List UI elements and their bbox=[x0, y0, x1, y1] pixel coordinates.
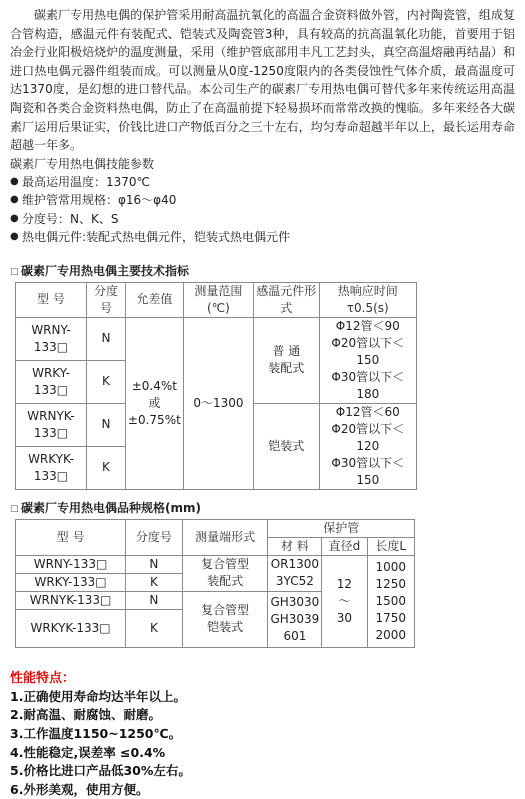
param-item: ● 维护管常用规格：φ16～φ40 bbox=[10, 191, 515, 210]
model-cell: WRNYK-133□ bbox=[16, 403, 87, 446]
grade-cell: K bbox=[87, 360, 126, 403]
performance-item: 3.工作温度1150~1250℃。 bbox=[10, 725, 182, 741]
performance-title: 性能特点： bbox=[10, 670, 76, 686]
model-cell: WRKY-133□ bbox=[16, 360, 87, 403]
param-item: ● 分度号：N、K、S bbox=[10, 210, 515, 229]
section-mark-icon: □ bbox=[10, 503, 19, 514]
header-cell: 分度号 bbox=[126, 519, 183, 555]
product-spec-table bbox=[15, 519, 415, 648]
length-value: 1250 bbox=[375, 576, 407, 591]
table1-title: □ 碳素厂专用热电偶主要技术指标 bbox=[10, 263, 190, 278]
length-cell bbox=[367, 555, 415, 647]
element-cell: 普 通 装配式 bbox=[254, 317, 320, 403]
material-cell: GH3030 GH3039 601 bbox=[268, 591, 322, 647]
section-mark-icon: □ bbox=[10, 266, 19, 277]
length-value: 2000 bbox=[375, 627, 407, 642]
table-row bbox=[16, 317, 417, 360]
model-cell: WRKYK-133□ bbox=[16, 446, 87, 489]
grade-cell: K bbox=[126, 609, 183, 647]
bullet-icon: ● bbox=[10, 231, 19, 243]
range-cell: 0～1300 bbox=[183, 317, 253, 489]
end-form-cell: 复合管型 装配式 bbox=[182, 555, 268, 591]
header-cell: 测量端形式 bbox=[182, 519, 268, 555]
performance-section bbox=[10, 670, 515, 799]
header-cell: 保护管 bbox=[268, 519, 415, 537]
header-cell: 型 号 bbox=[16, 519, 126, 555]
performance-item: 6.外形美观，使用方便。 bbox=[10, 781, 149, 797]
length-value: 1750 bbox=[375, 610, 407, 625]
header-cell: 材 料 bbox=[268, 537, 322, 555]
header-cell: 分度号 bbox=[87, 282, 126, 317]
intro-paragraph: 碳素厂专用热电偶的保护管采用耐高温抗氧化的高温合金资料做外管，内衬陶瓷管，组成复合管构造，感温元件有装配式、铠装式及陶瓷管3种，具有较高的抗高温氧化功能，首要用于铝冶金行业阳极焙烧炉的温度测量，采用（维护管底部用丰凡工艺封头，真空高温熔融再结晶）和进口热电偶元器件组装而成。可以测量从0度-1250度限内的各类侵蚀性气体介质，最高温度可达1370度，是幻想的进口替代品。本公司生产的碳素厂专用热电偶可替代多年来传统运用高温陶瓷和各类合金资料热电偶，防止了在高温前提下轻易损坏而常常改换的愧临。多年来经各大碳素厂运用后果证实，价钱比进口产物低百分之三十左右，均匀寿命超越半年以上，最长运用寿命超越一年多。 bbox=[10, 8, 515, 153]
header-cell: 测量范围(℃) bbox=[183, 282, 253, 317]
header-cell: 感温元件形式 bbox=[254, 282, 320, 317]
table-row bbox=[16, 555, 415, 573]
performance-item: 2.耐高温、耐腐蚀、耐磨。 bbox=[10, 707, 161, 723]
header-cell: 型 号 bbox=[16, 282, 87, 317]
header-cell: 允差值 bbox=[125, 282, 183, 317]
length-value: 1500 bbox=[375, 593, 407, 608]
table2-title: □ 碳素厂专用热电偶品种规格(mm) bbox=[10, 500, 201, 515]
grade-cell: N bbox=[87, 403, 126, 446]
model-cell: WRNY-133□ bbox=[16, 555, 126, 573]
model-cell: WRNYK-133□ bbox=[16, 591, 126, 609]
length-value: 1000 bbox=[375, 559, 407, 574]
end-form-cell: 复合管型 铠装式 bbox=[182, 591, 268, 647]
header-cell: 直径d bbox=[322, 537, 367, 555]
header-cell: 长度L bbox=[367, 537, 415, 555]
grade-cell: N bbox=[126, 591, 183, 609]
model-cell: WRNY-133□ bbox=[16, 317, 87, 360]
response-cell: Φ12管＜90 Φ20管以下＜150 Φ30管以下＜180 bbox=[319, 317, 416, 403]
bullet-icon: ● bbox=[10, 194, 19, 206]
bullet-icon: ● bbox=[10, 175, 19, 187]
param-item: ● 最高运用温度：1370℃ bbox=[10, 173, 515, 192]
tolerance-cell: ±0.4%t 或 ±0.75%t bbox=[125, 317, 183, 489]
bullet-icon: ● bbox=[10, 212, 19, 224]
param-item: ● 热电偶元件:装配式热电偶元件，铠装式热电偶元件 bbox=[10, 228, 515, 247]
diameter-cell: 12 ～ 30 bbox=[322, 555, 367, 647]
header-cell: 热响应时间τ0.5(s) bbox=[319, 282, 416, 317]
element-cell: 铠装式 bbox=[254, 403, 320, 489]
model-cell: WRKYK-133□ bbox=[16, 609, 126, 647]
performance-item: 5.价格比进口产品低30%左右。 bbox=[10, 763, 191, 779]
grade-cell: K bbox=[87, 446, 126, 489]
performance-item: 1.正确使用寿命均达半年以上。 bbox=[10, 688, 186, 704]
response-cell: Φ12管＜60 Φ20管以下＜120 Φ30管以下＜150 bbox=[319, 403, 416, 489]
tech-spec-table bbox=[15, 282, 417, 490]
params-list bbox=[10, 173, 515, 247]
table-row bbox=[16, 282, 417, 317]
grade-cell: N bbox=[87, 317, 126, 360]
table-row bbox=[16, 519, 415, 537]
model-cell: WRKY-133□ bbox=[16, 573, 126, 591]
material-cell: OR1300 3YC52 bbox=[268, 555, 322, 591]
grade-cell: K bbox=[126, 573, 183, 591]
params-title: 碳素厂专用热电偶技能参数 bbox=[10, 156, 155, 171]
performance-item: 4.性能稳定,误差率 ≤0.4% bbox=[10, 744, 166, 760]
grade-cell: N bbox=[126, 555, 183, 573]
